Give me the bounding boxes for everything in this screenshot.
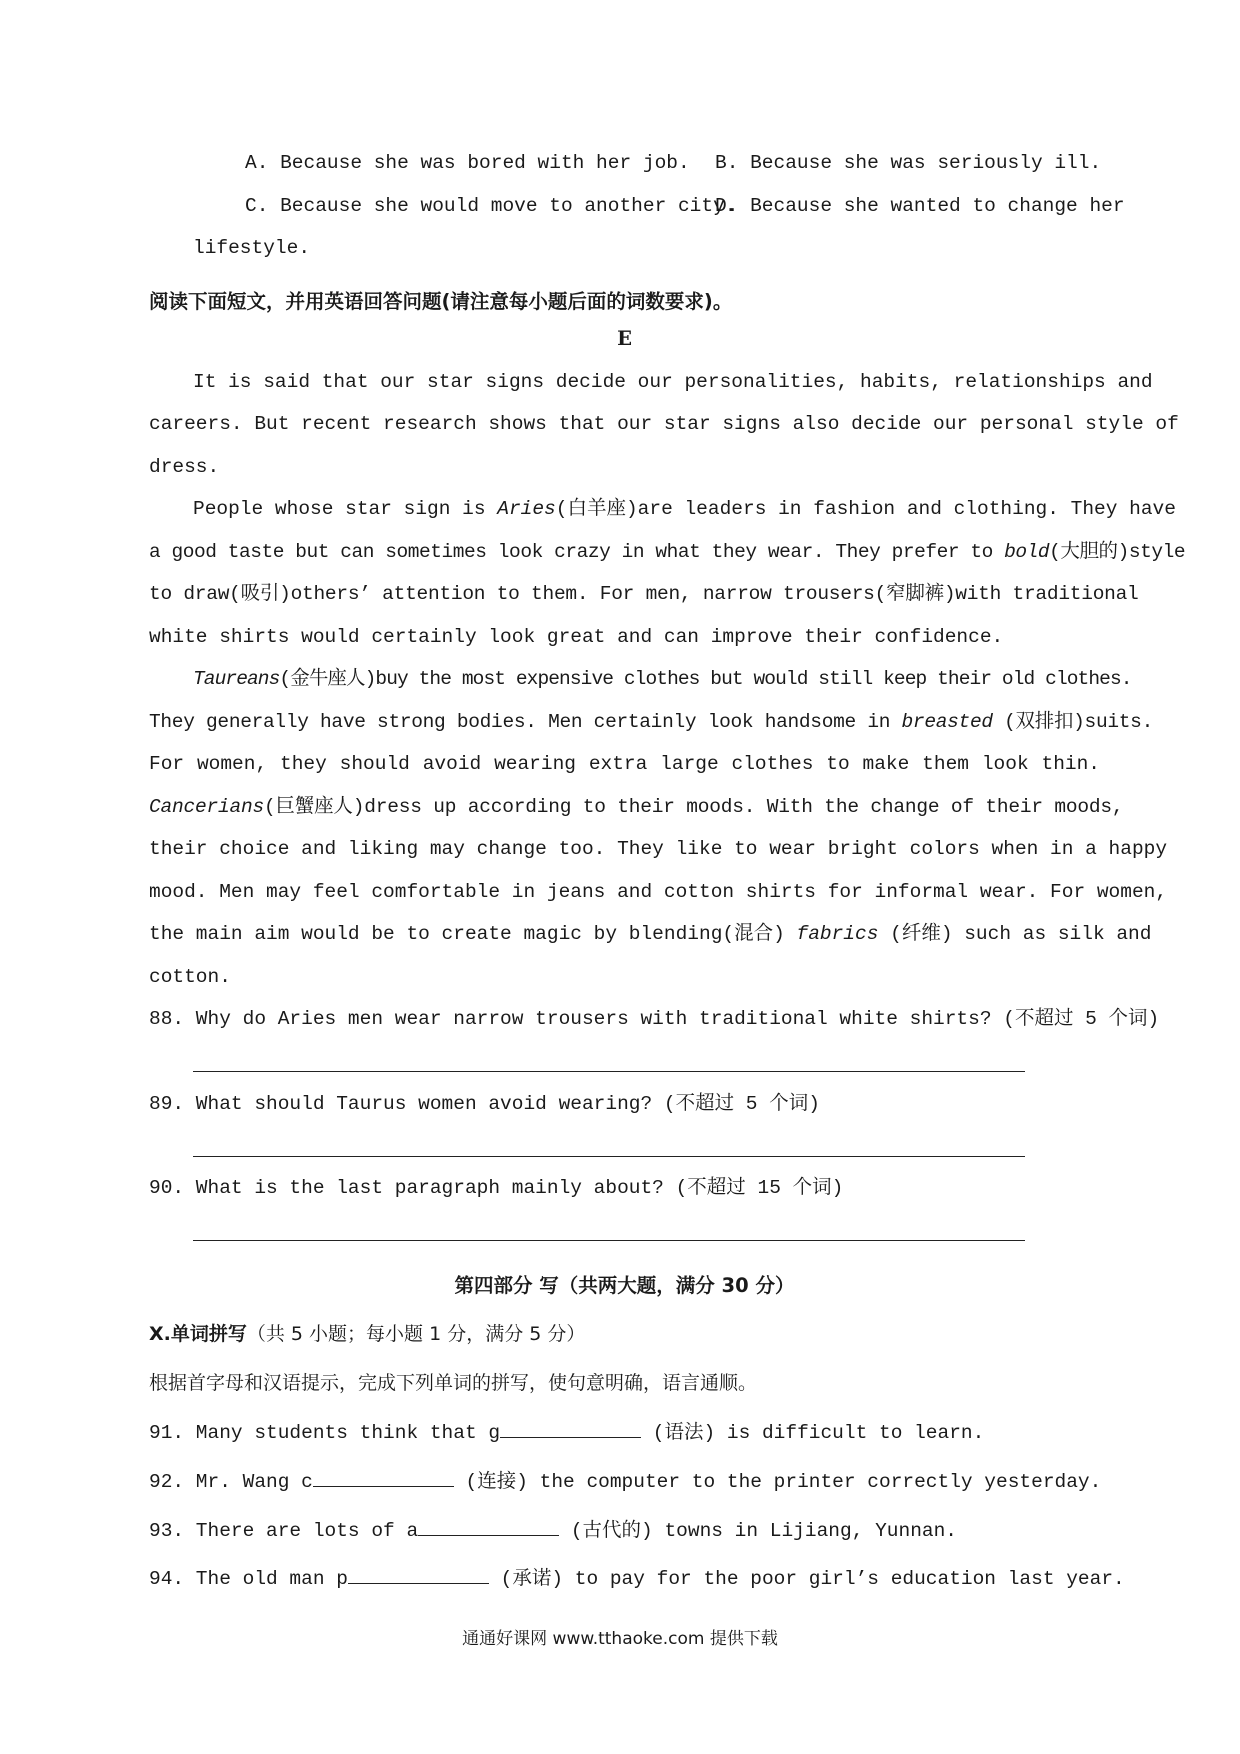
question-94-text-b: (承诺) to pay for the poor girl’s education last year. [488,1568,1125,1590]
blank-91[interactable] [500,1419,641,1438]
question-93 [149,1517,1100,1544]
q87-option-a: A. Because she was bored with her job. [245,152,690,174]
q87-options-row2 [245,193,1125,219]
question-88: 88. Why do Aries men wear narrow trousers with traditional white shirts? (不超过 5 个词) [149,1008,1160,1030]
question-89: 89. What should Taurus women avoid wearing? (不超过 5 个词) [149,1093,820,1115]
para2-line2-text-b: (大胆的)style [1049,541,1186,563]
question-94 [149,1565,1125,1592]
page-footer: 通通好课网 www.tthaoke.com 提供下载 [462,1629,778,1649]
section-x-label: X.单词拼写 [149,1323,247,1345]
para2-line1 [193,496,1176,522]
blank-94[interactable] [348,1565,489,1584]
section-x-header [149,1321,1100,1347]
para1-line1: It is said that our star signs decide our personalities, habits, relationships and [193,371,1153,393]
question-91 [149,1419,1100,1446]
para3-term-cancerians: Cancerians [149,796,265,818]
q87-option-c: C. Because she would move to another city. [245,195,737,217]
para3-line1-text: (金牛座人)buy the most expensive clothes but would still keep their old clothes. [279,668,1132,690]
para2-term-bold: bold [1004,541,1050,563]
para2-term-aries: Aries [497,498,556,520]
passage-label: E [617,327,632,350]
blank-92[interactable] [313,1468,454,1487]
para3-line7 [149,921,1152,947]
question-90: 90. What is the last paragraph mainly about? (不超过 15 个词) [149,1177,844,1199]
para2-line2-text-a: a good taste but can sometimes look crazy in what they wear. They prefer to [149,541,1005,563]
question-92-text-b: (连接) the computer to the printer correctly yesterday. [453,1471,1102,1493]
answer-line-88[interactable] [193,1071,1025,1072]
para2-line2 [149,539,1186,565]
question-92-text-a: 92. Mr. Wang c [149,1471,313,1493]
question-94-text-a: 94. The old man p [149,1568,348,1590]
para2-line3: to draw(吸引)others’ attention to them. For men, narrow trousers(窄脚裤)with traditional [149,583,1139,605]
q87-option-d: D. Because she wanted to change her [715,195,1125,217]
question-91-text-a: 91. Many students think that g [149,1422,501,1444]
para3-term-fabrics: fabrics [796,923,879,945]
para3-line2-text-a: They generally have strong bodies. Men certainly look handsome in [149,711,902,733]
section-x-instruction: 根据首字母和汉语提示，完成下列单词的拼写，使句意明确，语言通顺。 [149,1372,758,1394]
blank-93[interactable] [418,1517,559,1536]
para1-line3: dress. [149,456,220,478]
question-92 [149,1468,1100,1495]
para3-line7-text-a: the main aim would be to create magic by blending(混合) [149,923,797,945]
q87-options-row1 [245,150,1102,176]
question-91-text-b: (语法) is difficult to learn. [641,1422,985,1444]
para3-line7-text-b: (纤维) such as silk and [878,923,1152,945]
q87-option-b: B. Because she was seriously ill. [715,152,1102,174]
para3-line4-text: (巨蟹座人)dress up according to their moods. With the change of their moods, [264,796,1124,818]
para3-line1 [193,666,1132,692]
section-x-note: （共 5 小题；每小题 1 分，满分 5 分） [246,1323,586,1345]
para3-line2 [149,709,1153,735]
question-93-text-a: 93. There are lots of a [149,1520,419,1542]
part4-title: 第四部分 写（共两大题，满分 30 分） [454,1274,795,1297]
para3-line4 [149,794,1124,820]
para2-line1-text-b: (白羊座)are leaders in fashion and clothing. They have [555,498,1176,520]
para3-line3: For women, they should avoid wearing extra large clothes to make them look thin. [149,753,1100,775]
q87-option-d-continued: lifestyle. [193,237,311,259]
para1-line2: careers. But recent research shows that our star signs also decide our personal style of [149,413,1179,435]
para3-term-taureans: Taureans [193,668,280,690]
answer-line-90[interactable] [193,1240,1025,1241]
question-93-text-b: (古代的) towns in Lijiang, Yunnan. [559,1520,958,1542]
para3-line8: cotton. [149,966,231,988]
para3-line2-text-b: (双排扣)suits. [992,711,1153,733]
para2-line4: white shirts would certainly look great and can improve their confidence. [149,626,1004,648]
section-instruction: 阅读下面短文，并用英语回答问题(请注意每小题后面的词数要求)。 [149,290,733,313]
para3-line5: their choice and liking may change too. They like to wear bright colors when in a happy [149,838,1168,860]
para3-line6: mood. Men may feel comfortable in jeans and cotton shirts for informal wear. For women, [149,881,1168,903]
para2-line1-text-a: People whose star sign is [193,498,498,520]
answer-line-89[interactable] [193,1156,1025,1157]
para3-term-breasted: breasted [901,711,993,733]
